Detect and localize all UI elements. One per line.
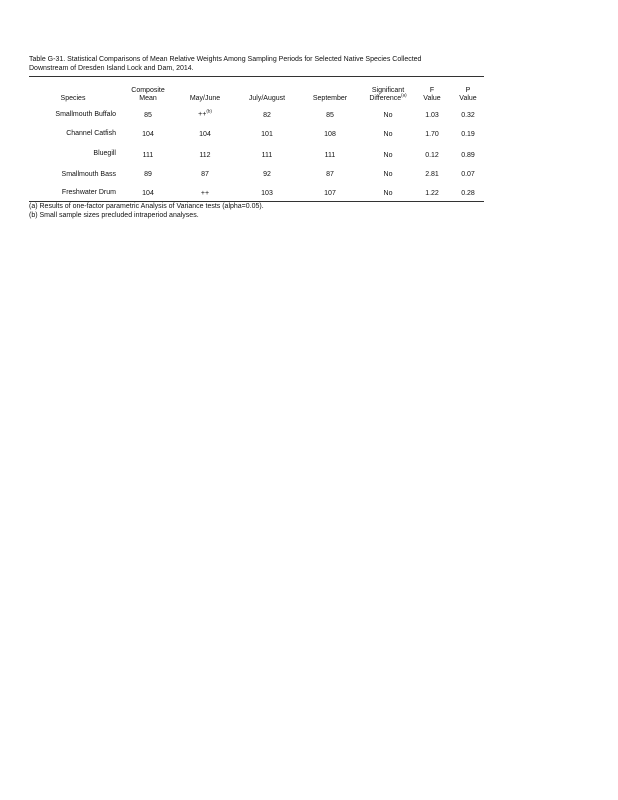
cell-september: 87 [326,171,334,178]
cell-september: 85 [326,112,334,119]
caption-line-1: Table G-31. Statistical Comparisons of Mean Relative Weights Among Sampling Periods for Selected Native Species Collected [29,56,422,63]
cell-may-june [180,108,230,119]
header-composite-line2: Mean [139,95,157,102]
header-composite-mean [123,87,173,103]
cell-may-june-value: 87 [201,171,209,178]
header-p-line1: P [465,87,471,94]
cell-composite: 104 [142,131,154,138]
cell-may-june [180,171,230,179]
cell-f-value: 1.22 [425,190,439,197]
cell-significant: No [383,171,393,178]
header-may-june [180,95,230,103]
cell-may-june-value: 112 [199,152,211,159]
header-f-value [417,87,447,103]
cell-may-june-value: ++ [200,190,210,197]
cell-p-value: 0.07 [461,171,475,178]
header-f-line2: Value [423,95,441,102]
header-september [305,95,355,103]
cell-may-june-value: ++ [198,111,207,118]
cell-composite: 89 [144,171,152,178]
table-caption [29,56,484,73]
header-significant-line2 [358,92,418,103]
table-row-species: Freshwater Drum [61,189,116,196]
cell-september: 111 [324,152,336,159]
header-july-august-label: July/August [248,95,286,102]
table-row-species: Channel Catfish [66,130,116,137]
table-top-rule [29,76,484,77]
header-f-line1: F [429,87,435,94]
cell-july-august: 101 [261,131,273,138]
cell-significant: No [383,190,393,197]
cell-may-june-value: 104 [199,131,211,138]
header-may-june-label: May/June [189,95,221,102]
header-july-august [237,95,297,103]
cell-p-value: 0.32 [461,112,475,119]
table-row-species: Smallmouth Bass [61,171,116,178]
cell-f-value: 1.03 [425,112,439,119]
caption-line-2: Downstream of Dresden Island Lock and Dam, 2014. [29,64,194,72]
table-footnotes [29,203,264,220]
header-significant-word: Difference [369,95,402,102]
header-p-value [453,87,483,103]
table-bottom-rule [29,201,484,202]
header-significant-difference [358,87,418,103]
cell-p-value: 0.89 [461,152,475,159]
footnote-b: (b) Small sample sizes precluded intraperiod analyses. [29,211,199,219]
cell-significant: No [383,112,393,119]
header-p-line2: Value [459,95,477,102]
cell-composite: 104 [142,190,154,197]
cell-may-june [180,190,230,198]
header-composite-line1: Composite [131,87,165,94]
table-row-species: Smallmouth Buffalo [55,111,116,118]
footnote-a: (a) Results of one-factor parametric Analysis of Variance tests (alpha=0.05). [29,203,264,210]
cell-p-value: 0.19 [461,131,475,138]
cell-f-value: 1.70 [425,131,439,138]
cell-september: 108 [324,131,336,138]
header-significant-line1: Significant [371,87,405,94]
cell-july-august: 111 [261,152,273,159]
cell-composite: 111 [142,152,154,159]
cell-p-value: 0.28 [461,190,475,197]
header-september-label: September [312,95,348,102]
cell-significant: No [383,152,393,159]
cell-may-june-footnote-mark: (b) [206,108,212,114]
table-row-species: Bluegill [93,150,116,157]
cell-significant: No [383,131,393,138]
cell-may-june [180,131,230,139]
cell-f-value: 0.12 [425,152,439,159]
cell-july-august: 82 [263,112,271,119]
cell-july-august: 92 [263,171,271,178]
header-species [48,95,98,103]
cell-f-value: 2.81 [425,171,439,178]
header-significant-footnote-mark: (a) [401,92,407,98]
header-species-label: Species [60,95,86,102]
cell-may-june [180,152,230,160]
cell-composite: 85 [144,112,152,119]
cell-september: 107 [324,190,336,197]
cell-july-august: 103 [261,190,273,197]
